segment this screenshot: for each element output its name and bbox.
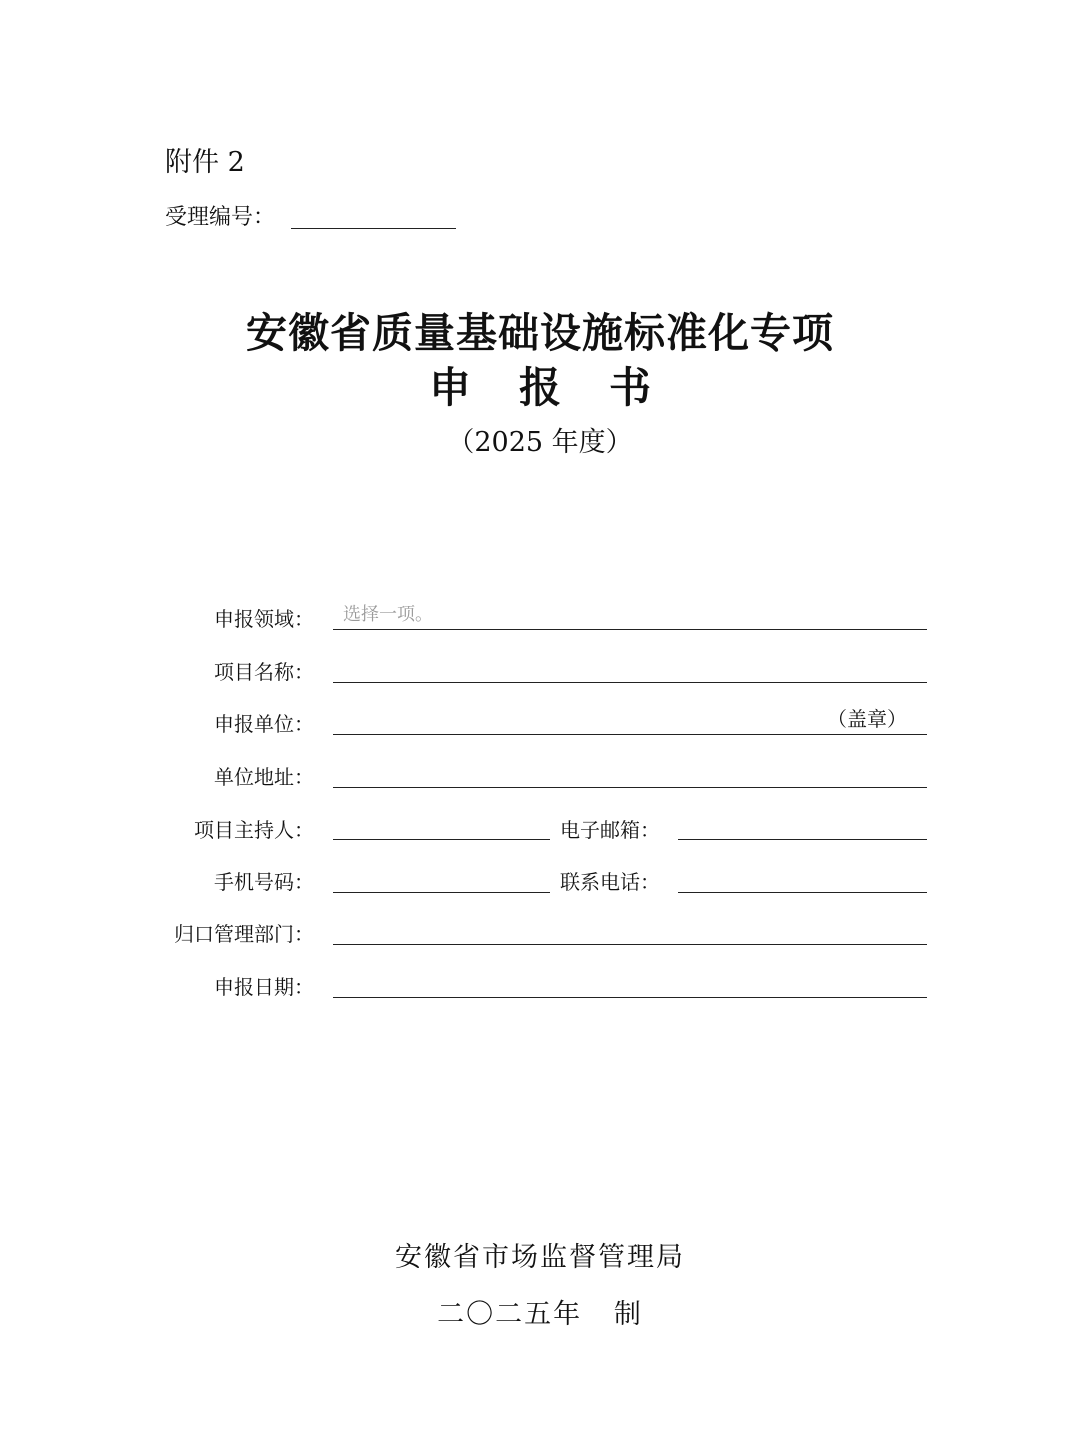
email-field[interactable] [678, 810, 927, 840]
email-label: 电子邮箱： [560, 818, 660, 842]
apply-date-field[interactable] [333, 968, 927, 998]
department-label: 归口管理部门： [174, 922, 314, 946]
field-domain-select[interactable] [333, 600, 927, 630]
applicant-unit-label: 申报单位： [214, 712, 314, 736]
unit-address-field[interactable] [333, 758, 927, 788]
document-subtitle: 申报书 [428, 363, 699, 412]
acceptance-number-label: 受理编号： [165, 205, 276, 230]
acceptance-number-field[interactable] [291, 228, 456, 229]
project-name-label: 项目名称： [214, 660, 314, 684]
field-domain-label: 申报领域： [214, 607, 314, 631]
phone-label: 联系电话： [560, 870, 660, 894]
issue-date: 二〇二五年 制 [437, 1299, 643, 1330]
project-leader-label: 项目主持人： [194, 818, 314, 842]
field-domain-placeholder: 选择一项。 [343, 604, 433, 625]
document-year: （2025 年度） [447, 427, 633, 458]
mobile-label: 手机号码： [214, 870, 314, 894]
document-title: 安徽省质量基础设施标准化专项 [246, 309, 834, 357]
phone-field[interactable] [678, 863, 927, 893]
apply-date-label: 申报日期： [214, 975, 314, 999]
issuing-authority: 安徽省市场监督管理局 [395, 1242, 685, 1273]
department-field[interactable] [333, 915, 927, 945]
project-name-field[interactable] [333, 653, 927, 683]
attachment-label: 附件 2 [165, 147, 245, 178]
unit-address-label: 单位地址： [214, 765, 314, 789]
applicant-unit-field[interactable] [333, 705, 927, 735]
stamp-note: （盖章） [827, 707, 907, 731]
